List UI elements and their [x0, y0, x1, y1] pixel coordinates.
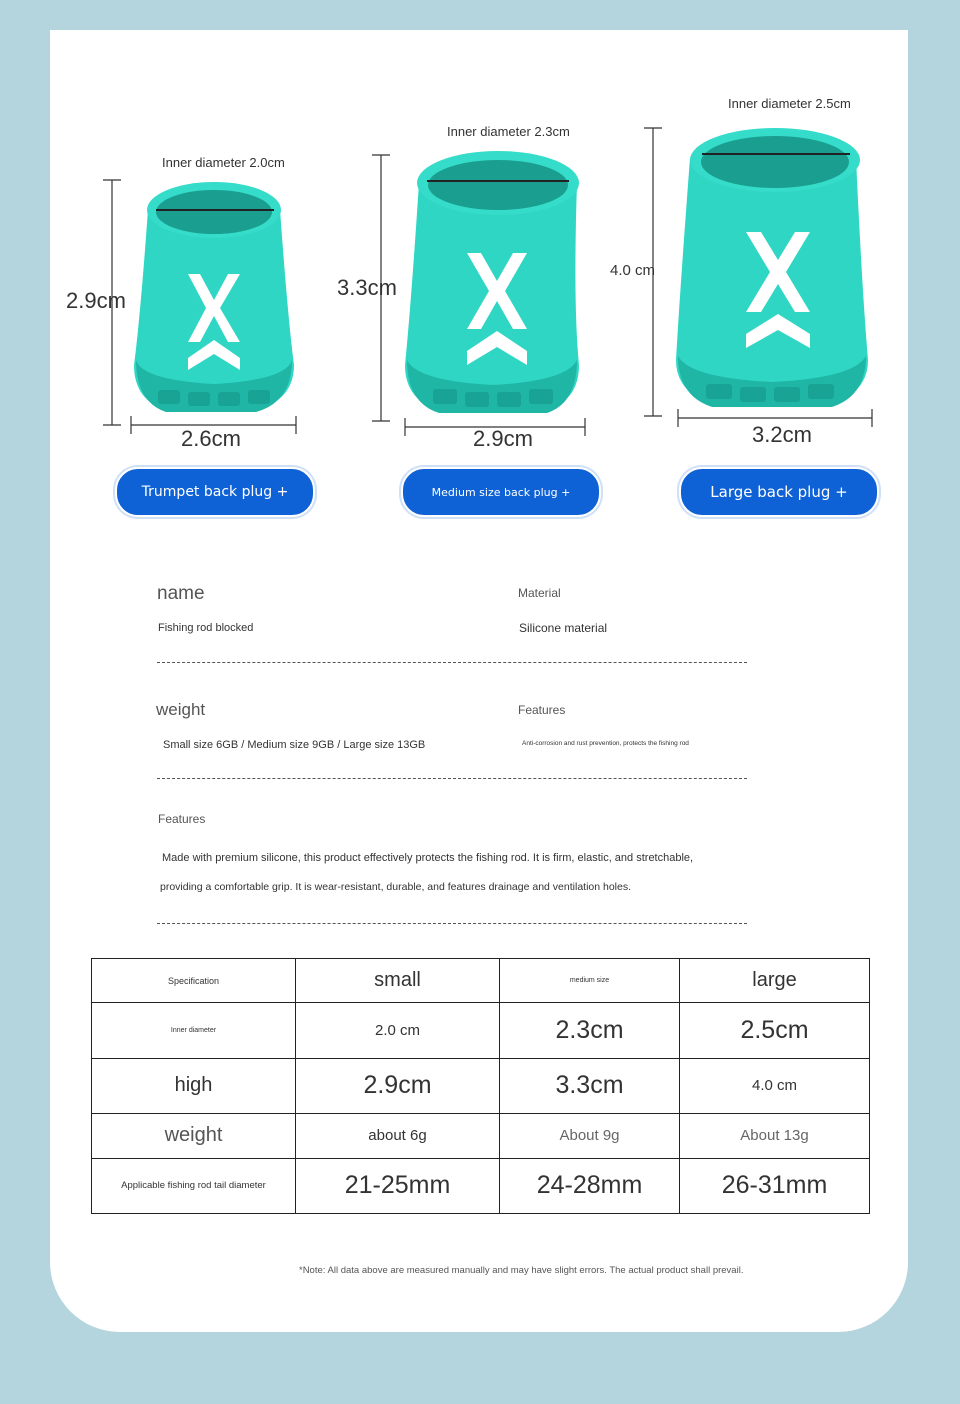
weight-label: weight: [156, 700, 206, 719]
table-cell: large: [680, 959, 870, 1003]
table-cell: medium size: [500, 959, 680, 1003]
table-cell: 4.0 cm: [680, 1058, 870, 1113]
table-row: [92, 1158, 870, 1213]
medium-height-label: 3.3cm: [337, 275, 397, 300]
table-cell: About 9g: [500, 1114, 680, 1158]
table-cell: about 6g: [296, 1114, 500, 1158]
features-description-label: Features: [158, 812, 206, 826]
table-cell: 3.3cm: [500, 1058, 680, 1113]
table-row: [92, 959, 870, 1003]
specification-table: [91, 958, 870, 1214]
table-cell: 24-28mm: [500, 1158, 680, 1213]
divider: [157, 662, 747, 663]
small-height-label: 2.9cm: [66, 288, 126, 313]
table-row: [92, 1003, 870, 1058]
table-cell: high: [92, 1058, 296, 1113]
table-cell: 2.5cm: [680, 1003, 870, 1058]
divider: [157, 778, 747, 779]
medium-width-label: 2.9cm: [473, 426, 533, 451]
medium-inner-diameter-label: Inner diameter 2.3cm: [447, 124, 570, 139]
weight-value: Small size 6GB / Medium size 9GB / Large size 13GB: [163, 739, 426, 751]
table-row: [92, 1058, 870, 1113]
large-inner-diameter-label: Inner diameter 2.5cm: [728, 96, 851, 111]
features-label: Features: [518, 703, 566, 717]
small-width-label: 2.6cm: [181, 426, 241, 451]
table-cell: 21-25mm: [296, 1158, 500, 1213]
trumpet-back-plug-button[interactable]: Trumpet back plug +: [115, 467, 315, 517]
small-plug-illustration: [96, 170, 316, 440]
table-row: [92, 1114, 870, 1158]
table-cell: 2.9cm: [296, 1058, 500, 1113]
large-plug-illustration: [640, 120, 880, 430]
small-inner-diameter-label: Inner diameter 2.0cm: [162, 155, 285, 170]
table-cell: 2.0 cm: [296, 1003, 500, 1058]
material-label: Material: [518, 586, 561, 600]
table-cell: About 13g: [680, 1114, 870, 1158]
table-cell: Inner diameter: [92, 1003, 296, 1058]
disclaimer-note: *Note: All data above are measured manually and may have slight errors. The actual product shall prevail.: [299, 1265, 744, 1276]
table-cell: Applicable fishing rod tail diameter: [92, 1158, 296, 1213]
medium-size-back-plug-button[interactable]: Medium size back plug +: [401, 467, 601, 517]
table-cell: 2.3cm: [500, 1003, 680, 1058]
large-width-label: 3.2cm: [752, 422, 812, 447]
medium-plug-illustration: [367, 145, 597, 440]
table-cell: 26-31mm: [680, 1158, 870, 1213]
table-cell: Specification: [92, 959, 296, 1003]
table-cell: weight: [92, 1114, 296, 1158]
name-value: Fishing rod blocked: [158, 622, 254, 634]
features-value: Anti-corrosion and rust prevention, protects the fishing rod: [522, 740, 689, 747]
material-value: Silicone material: [519, 621, 608, 635]
description-line-2: providing a comfortable grip. It is wear-resistant, durable, and features drainage and ventilation holes.: [160, 881, 632, 893]
name-label: name: [157, 583, 205, 604]
divider: [157, 923, 747, 924]
description-line-1: Made with premium silicone, this product effectively protects the fishing rod. It is firm, elastic, and stretchable,: [162, 852, 694, 864]
large-height-label: 4.0 cm: [610, 262, 656, 279]
large-back-plug-button[interactable]: Large back plug +: [679, 467, 879, 517]
table-cell: small: [296, 959, 500, 1003]
